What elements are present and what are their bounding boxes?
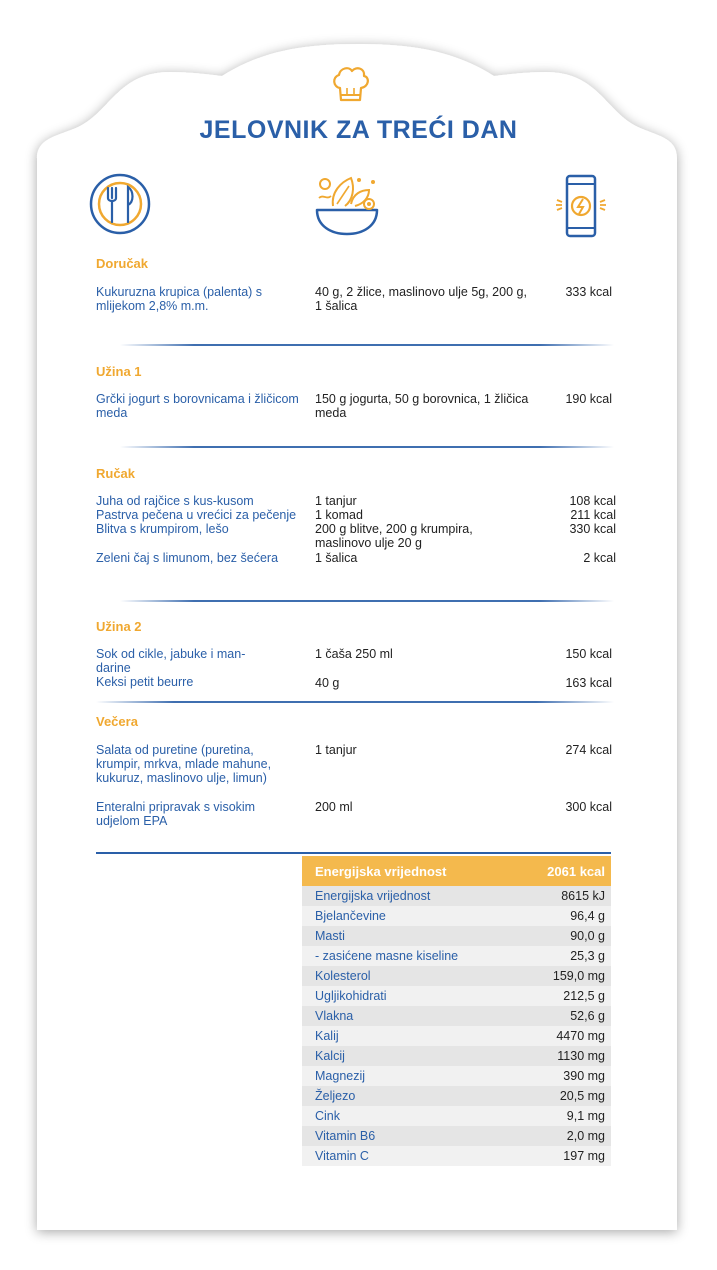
nutrition-row xyxy=(302,926,611,946)
nutrient-value: 212,5 g xyxy=(563,989,605,1003)
nutrient-name: Cink xyxy=(315,1109,341,1123)
meal-title-breakfast: Doručak xyxy=(96,256,149,271)
nutrient-value: 197 mg xyxy=(563,1149,605,1163)
nutrient-name: Kalcij xyxy=(315,1049,345,1063)
nutrition-row xyxy=(302,1086,611,1106)
food-item: Juha od rajčice s kus-kusom xyxy=(96,494,254,508)
nutrient-value: 25,3 g xyxy=(570,949,605,963)
nutrient-name: Vitamin C xyxy=(315,1149,369,1163)
nutrition-header xyxy=(302,856,611,886)
nutrient-value: 2,0 mg xyxy=(566,1129,605,1143)
food-quantity: 1 šalica xyxy=(315,551,358,565)
nutrition-row xyxy=(302,906,611,926)
food-item: Sok od cikle, jabuke i man-darine xyxy=(96,647,246,675)
food-quantity: 1 čaša 250 ml xyxy=(315,647,393,661)
nutrient-name: Kolesterol xyxy=(315,969,371,983)
chef-hat-icon xyxy=(330,64,370,106)
food-kcal: 150 kcal xyxy=(565,647,612,661)
nutrient-name: Vitamin B6 xyxy=(315,1129,376,1143)
section-divider xyxy=(120,344,614,346)
food-quantity: 150 g jogurta, 50 g borovnica, 1 žličica meda xyxy=(315,392,529,420)
nutrient-name: Kalij xyxy=(315,1029,339,1043)
nutrition-header-label: Energijska vrijednost xyxy=(315,863,447,879)
nutrition-row xyxy=(302,1026,611,1046)
food-kcal: 274 kcal xyxy=(565,743,612,757)
section-divider xyxy=(120,446,614,448)
meal-title-snack-2: Užina 2 xyxy=(96,619,142,634)
nutrient-value: 20,5 mg xyxy=(559,1089,605,1103)
food-kcal: 300 kcal xyxy=(565,800,612,814)
food-quantity: 200 ml xyxy=(315,800,353,814)
nutrient-name: Masti xyxy=(315,929,345,943)
food-quantity: 1 tanjur xyxy=(315,743,357,757)
food-item: Pastrva pečena u vrećici za pečenje xyxy=(96,508,297,522)
nutrition-row xyxy=(302,966,611,986)
food-kcal: 190 kcal xyxy=(565,392,612,406)
food-kcal: 330 kcal xyxy=(569,522,616,536)
nutrient-value: 1130 mg xyxy=(557,1049,605,1063)
meal-title-lunch: Ručak xyxy=(96,466,136,481)
nutrition-row xyxy=(302,1006,611,1026)
nutrition-row xyxy=(302,1106,611,1126)
nutrient-value: 9,1 mg xyxy=(566,1109,605,1123)
nutrition-row xyxy=(302,1146,611,1166)
section-divider xyxy=(120,600,614,602)
food-quantity: 1 komad xyxy=(315,508,363,522)
food-quantity: 40 g, 2 žlice, maslinovo ulje 5g, 200 g, 1 šalica xyxy=(315,285,527,313)
nutrient-value: 96,4 g xyxy=(570,909,605,923)
nutrient-value: 390 mg xyxy=(563,1069,605,1083)
nutrition-table xyxy=(302,856,611,1166)
table-divider xyxy=(96,852,611,854)
nutrition-row xyxy=(302,886,611,906)
nutrition-row xyxy=(302,946,611,966)
meal-title-dinner: Večera xyxy=(96,714,138,729)
nutrient-value: 8615 kJ xyxy=(561,889,605,903)
energy-drink-icon xyxy=(553,172,609,238)
food-quantity: 200 g blitve, 200 g krumpira, maslinovo ulje 20 g xyxy=(315,522,473,550)
nutrient-value: 52,6 g xyxy=(570,1009,605,1023)
page-title: JELOVNIK ZA TREĆI DAN xyxy=(199,116,518,144)
nutrient-value: 159,0 mg xyxy=(552,969,605,983)
nutrient-name: Magnezij xyxy=(315,1069,366,1083)
nutrient-name: Bjelančevine xyxy=(315,909,386,923)
food-item: Grčki jogurt s borovnicama i žličicom meda xyxy=(96,392,299,420)
meal-title-snack-1: Užina 1 xyxy=(96,364,142,379)
food-kcal: 108 kcal xyxy=(569,494,616,508)
nutrient-name: Željezo xyxy=(315,1089,356,1103)
nutrition-header-value: 2061 kcal xyxy=(547,863,605,879)
nutrient-name: Ugljikohidrati xyxy=(315,989,387,1003)
nutrition-row xyxy=(302,1046,611,1066)
plate-cutlery-icon xyxy=(88,172,152,236)
nutrient-value: 4470 mg xyxy=(556,1029,605,1043)
food-kcal: 211 kcal xyxy=(570,508,616,522)
food-kcal: 163 kcal xyxy=(565,676,612,690)
food-item: Enteralni pripravak s visokim udjelom EPA xyxy=(96,800,256,828)
food-item: Blitva s krumpirom, lešo xyxy=(96,522,229,536)
nutrient-value: 90,0 g xyxy=(570,929,605,943)
food-item: Keksi petit beurre xyxy=(96,675,194,689)
food-item: Zeleni čaj s limunom, bez šećera xyxy=(96,551,279,565)
food-item: Salata od puretine (puretina, krumpir, mrkva, mlade mahune, kukuruz, maslinovo ulje, limun) xyxy=(96,743,272,785)
nutrition-row xyxy=(302,986,611,1006)
food-kcal: 2 kcal xyxy=(583,551,616,565)
section-divider xyxy=(96,701,614,703)
nutrition-row xyxy=(302,1066,611,1086)
nutrition-row xyxy=(302,1126,611,1146)
food-quantity: 40 g xyxy=(315,676,340,690)
food-item: Kukuruzna krupica (palenta) s mlijekom 2,8% m.m. xyxy=(96,285,263,313)
nutrient-name: Energijska vrijednost xyxy=(315,889,431,903)
nutrient-name: - zasićene masne kiseline xyxy=(315,949,459,963)
food-quantity: 1 tanjur xyxy=(315,494,357,508)
nutrient-name: Vlakna xyxy=(315,1009,354,1023)
food-kcal: 333 kcal xyxy=(565,285,612,299)
salad-bowl-icon xyxy=(311,170,383,238)
